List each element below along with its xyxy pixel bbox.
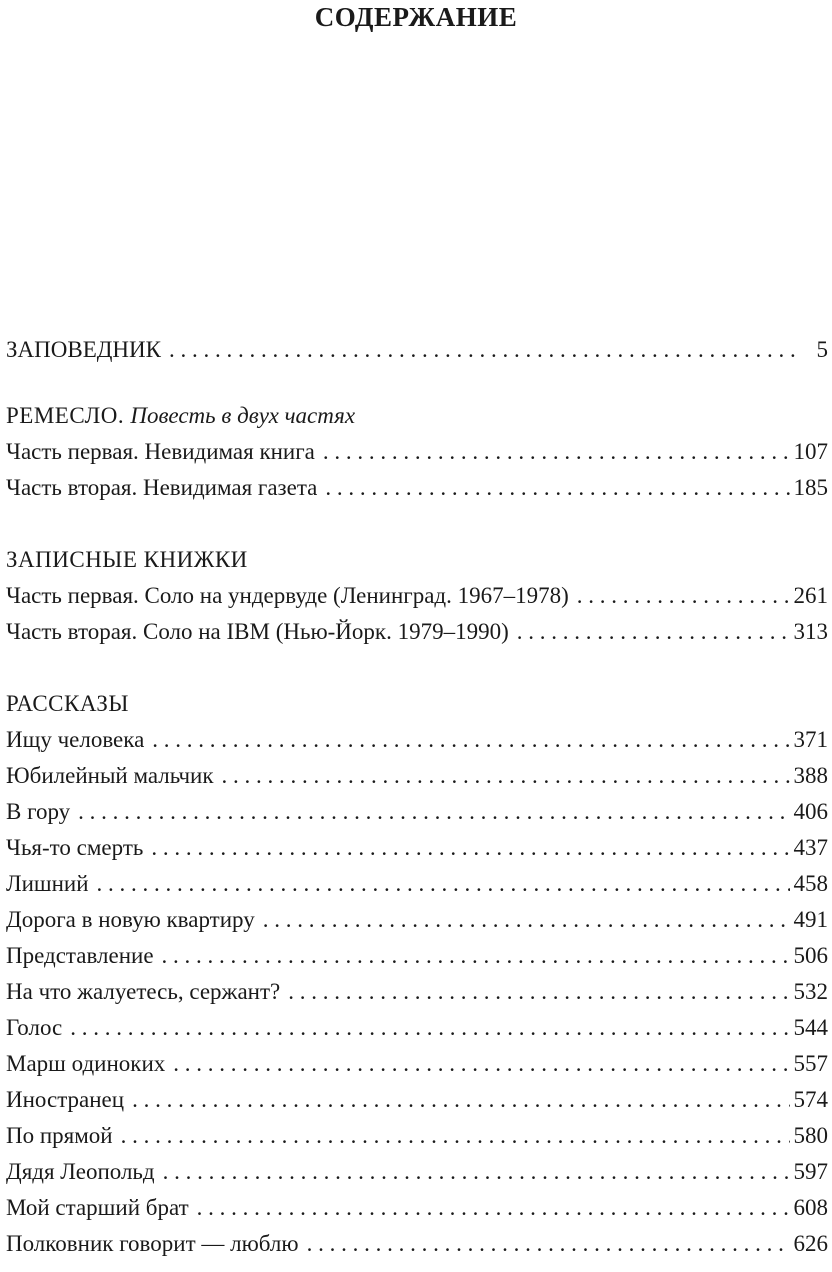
toc-entry-title: По прямой <box>6 1123 113 1148</box>
toc-entry[interactable] <box>6 902 828 938</box>
section-heading-title: РАССКАЗЫ <box>6 691 129 716</box>
toc-entry[interactable] <box>6 578 828 614</box>
toc-entry-title: Голос <box>6 1015 63 1040</box>
toc-entry-title: Ищу человека <box>6 727 145 752</box>
toc-entry-page: 597 <box>793 1159 828 1184</box>
dot-leader <box>162 938 790 974</box>
toc-entry-page: 437 <box>793 835 828 860</box>
toc-entry-page: 491 <box>793 907 828 932</box>
section-heading <box>6 398 828 434</box>
dot-leader <box>263 902 790 938</box>
toc-entry-page: 506 <box>793 943 828 968</box>
toc-entry-title: Дядя Леопольд <box>6 1159 155 1184</box>
toc-entry[interactable] <box>6 614 828 650</box>
toc-entry-title: В гору <box>6 799 71 824</box>
toc-entry-page: 107 <box>793 439 828 464</box>
section-heading <box>6 542 828 578</box>
dot-leader <box>222 758 790 794</box>
dot-leader <box>97 866 790 902</box>
dot-leader <box>169 332 797 368</box>
toc-entry[interactable] <box>6 722 828 758</box>
toc-entry-title: Чья-то смерть <box>6 835 144 860</box>
toc-entry-page: 580 <box>793 1123 828 1148</box>
toc-entry-title: Часть первая. Невидимая книга <box>6 439 315 464</box>
toc-entry-title: Юбилейный мальчик <box>6 763 214 788</box>
section-heading-subtitle: Повесть в двух частях <box>130 403 356 428</box>
toc-entry[interactable] <box>6 1154 828 1190</box>
toc-entry-title: На что жалуетесь, сержант? <box>6 979 281 1004</box>
toc-entry-title: Полковник говорит — люблю <box>6 1231 299 1256</box>
dot-leader <box>307 1226 790 1262</box>
toc-entry-title: Часть первая. Соло на ундервуде (Ленинград. 1967–1978) <box>6 583 569 608</box>
toc-section-zapisnye <box>6 542 828 650</box>
dot-leader <box>78 794 789 830</box>
toc-entry-page: 406 <box>793 799 828 824</box>
toc-entry-page: 557 <box>793 1051 828 1076</box>
section-heading-title: РЕМЕСЛО. <box>6 403 125 428</box>
dot-leader <box>325 470 789 506</box>
toc-entry[interactable] <box>6 1046 828 1082</box>
toc-entry-title: Представление <box>6 943 154 968</box>
toc-entry-page: 574 <box>793 1087 828 1112</box>
toc-entry[interactable] <box>6 1010 828 1046</box>
toc-entry-page: 458 <box>793 871 828 896</box>
toc-entry[interactable] <box>6 1118 828 1154</box>
dot-leader <box>173 1046 789 1082</box>
section-heading-title: ЗАПИСНЫЕ КНИЖКИ <box>6 547 248 572</box>
toc-entry-title: Дорога в новую квартиру <box>6 907 255 932</box>
toc-entry-page: 371 <box>793 727 828 752</box>
toc-entry-page: 388 <box>793 763 828 788</box>
dot-leader <box>197 1190 790 1226</box>
toc-entry-page: 532 <box>793 979 828 1004</box>
toc-entry[interactable] <box>6 758 828 794</box>
toc-section-rasskazy <box>6 686 828 1262</box>
dot-leader <box>151 830 789 866</box>
toc-entry[interactable] <box>6 830 828 866</box>
dot-leader <box>577 578 790 614</box>
page-title: СОДЕРЖАНИЕ <box>314 2 518 32</box>
toc-entry-title: Часть вторая. Невидимая газета <box>6 475 318 500</box>
toc-entry[interactable] <box>6 1082 828 1118</box>
dot-leader <box>121 1118 790 1154</box>
toc-entry[interactable] <box>6 1190 828 1226</box>
toc-entry-page: 261 <box>793 583 828 608</box>
toc-entry-title: Лишний <box>6 871 89 896</box>
dot-leader <box>517 614 790 650</box>
dot-leader <box>163 1154 790 1190</box>
toc-entry[interactable] <box>6 866 828 902</box>
toc-section-zapovednik <box>6 332 828 368</box>
toc-section-remeslo <box>6 398 828 506</box>
dot-leader <box>288 974 789 1010</box>
toc-entry-title: Часть вторая. Соло на IBM (Нью-Йорк. 1979–1990) <box>6 619 509 644</box>
toc-entry[interactable] <box>6 938 828 974</box>
dot-leader <box>323 434 790 470</box>
toc-entry-page: 5 <box>816 337 828 362</box>
toc-entry-page: 626 <box>793 1231 828 1256</box>
dot-leader <box>152 722 789 758</box>
dot-leader <box>132 1082 789 1118</box>
toc-entry[interactable] <box>6 470 828 506</box>
toc-entry-title: Иностранец <box>6 1087 125 1112</box>
toc-entry[interactable] <box>6 332 828 368</box>
toc-entry-page: 608 <box>793 1195 828 1220</box>
toc-entry[interactable] <box>6 974 828 1010</box>
toc-entry[interactable] <box>6 434 828 470</box>
toc-entry[interactable] <box>6 794 828 830</box>
section-heading <box>6 686 828 722</box>
toc-entry-title: Марш одиноких <box>6 1051 166 1076</box>
toc-entry[interactable] <box>6 1226 828 1262</box>
toc-entry-page: 544 <box>793 1015 828 1040</box>
toc-entry-page: 313 <box>793 619 828 644</box>
toc-entry-title: ЗАПОВЕДНИК <box>6 337 161 362</box>
dot-leader <box>70 1010 789 1046</box>
toc-entry-title: Мой старший брат <box>6 1195 189 1220</box>
toc-entry-page: 185 <box>793 475 828 500</box>
